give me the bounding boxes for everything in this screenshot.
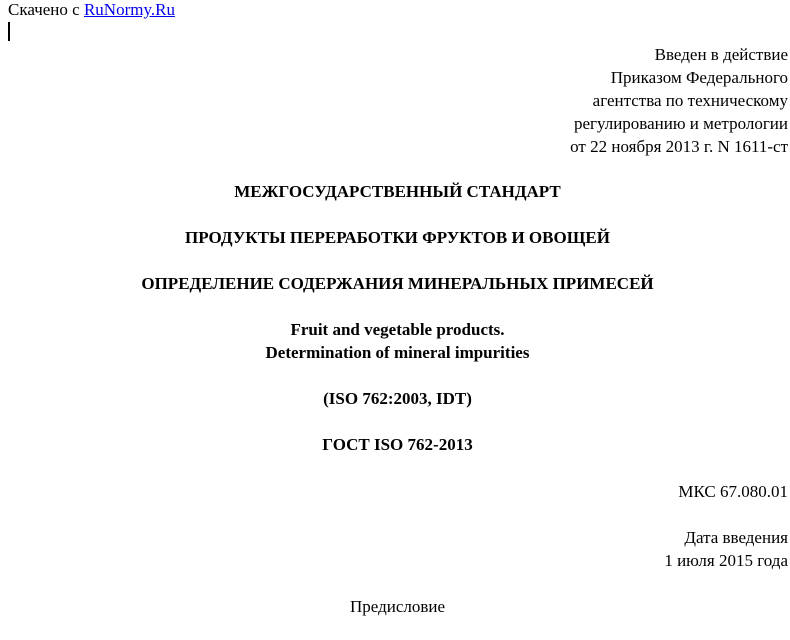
product-heading: ПРОДУКТЫ ПЕРЕРАБОТКИ ФРУКТОВ И ОВОЩЕЙ <box>185 228 610 247</box>
gost-number: ГОСТ ISO 762-2013 <box>322 435 473 454</box>
enactment-line-1: Введен в действие <box>654 45 788 64</box>
enactment-line-3: агентства по техническому <box>592 91 788 110</box>
effective-date-label: Дата введения <box>684 528 788 547</box>
text-cursor <box>8 22 10 41</box>
english-title-line-1: Fruit and vegetable products. <box>290 320 505 339</box>
standard-type-heading: МЕЖГОСУДАРСТВЕННЫЙ СТАНДАРТ <box>234 182 561 201</box>
enactment-note <box>570 43 788 158</box>
effective-date-block <box>664 526 788 572</box>
download-source-prefix: Скачено с <box>8 0 84 19</box>
iso-reference: (ISO 762:2003, IDT) <box>323 389 472 408</box>
method-heading: ОПРЕДЕЛЕНИЕ СОДЕРЖАНИЯ МИНЕРАЛЬНЫХ ПРИМЕСЕЙ <box>141 274 654 293</box>
enactment-line-5: от 22 ноября 2013 г. N 1611-ст <box>570 137 788 156</box>
enactment-line-4: регулированию и метрологии <box>573 114 788 133</box>
english-title-line-2: Determination of mineral impurities <box>265 343 530 362</box>
runormy-link[interactable]: RuNormy.Ru <box>83 0 175 19</box>
mks-code: МКС 67.080.01 <box>678 482 788 501</box>
download-source-line <box>8 0 175 21</box>
enactment-line-2: Приказом Федерального <box>610 68 788 87</box>
effective-date-value: 1 июля 2015 года <box>664 551 788 570</box>
english-title <box>0 318 790 364</box>
preface-heading: Предисловие <box>349 597 446 616</box>
